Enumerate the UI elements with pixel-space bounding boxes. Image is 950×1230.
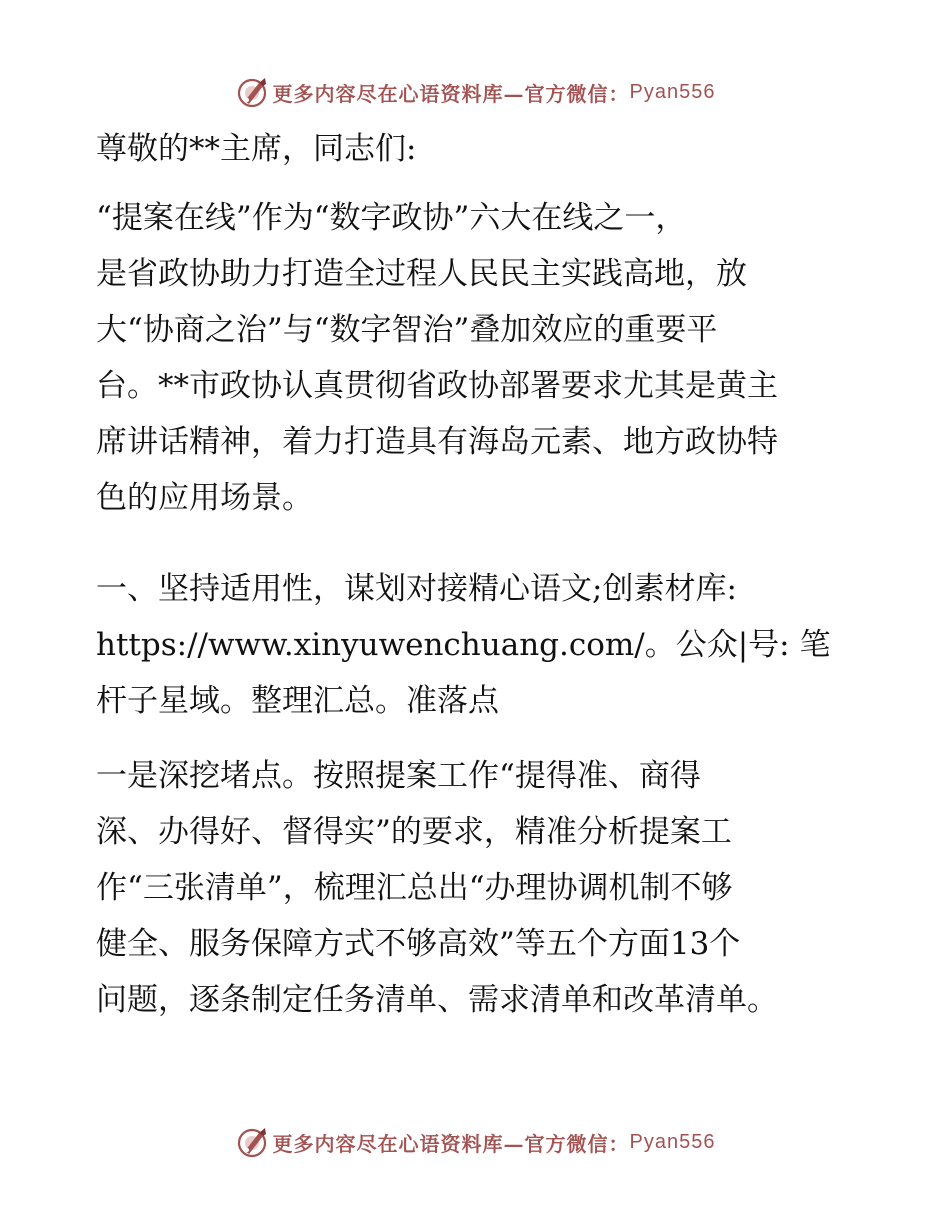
footer-watermark-banner <box>0 1122 950 1162</box>
text-line: 台。**市政协认真贯彻省政协部署要求尤其是黄主 <box>96 368 778 404</box>
header-watermark-banner <box>0 72 950 112</box>
footer-wechat-id: Pyan556 <box>629 1130 716 1153</box>
salutation <box>96 121 856 177</box>
intro-paragraph <box>96 190 856 526</box>
footer-banner-text: 更多内容尽在心语资料库—官方微信： <box>272 1131 630 1156</box>
text-line: “提案在线”作为“数字政协”六大在线之一， <box>96 200 687 236</box>
text-line: 一、坚持适用性，谋划对接精心语文;创素材库: <box>96 571 737 607</box>
pen-nib-logo-icon <box>235 1125 269 1159</box>
text-line: 席讲话精神，着力打造具有海岛元素、地方政协特 <box>96 424 778 460</box>
header-banner-text: 更多内容尽在心语资料库—官方微信： <box>272 81 630 106</box>
pen-nib-logo-icon <box>235 75 269 109</box>
text-line: 健全、服务保障方式不够高效”等五个方面13个 <box>96 926 741 962</box>
text-line: 一是深挖堵点。按照提案工作“提得准、商得 <box>96 758 701 794</box>
text-line: 问题，逐条制定任务清单、需求清单和改革清单。 <box>96 982 778 1018</box>
text-line: 色的应用场景。 <box>96 480 313 516</box>
header-wechat-id: Pyan556 <box>629 80 716 103</box>
section1-heading <box>96 561 856 729</box>
text-line: 作“三张清单”，梳理汇总出“办理协调机制不够 <box>96 870 733 906</box>
text-line: https://www.xinyuwenchuang.com/。公众|号: 笔 <box>96 627 831 663</box>
text-line: 杆子星域。整理汇总。准落点 <box>96 683 499 719</box>
point1-paragraph <box>96 748 856 1028</box>
text-line: 尊敬的**主席，同志们: <box>96 131 417 167</box>
text-line: 大“协商之治”与“数字智治”叠加效应的重要平 <box>96 312 718 348</box>
text-line: 是省政协助力打造全过程人民民主实践高地，放 <box>96 256 747 292</box>
text-line: 深、办得好、督得实”的要求，精准分析提案工 <box>96 814 732 850</box>
